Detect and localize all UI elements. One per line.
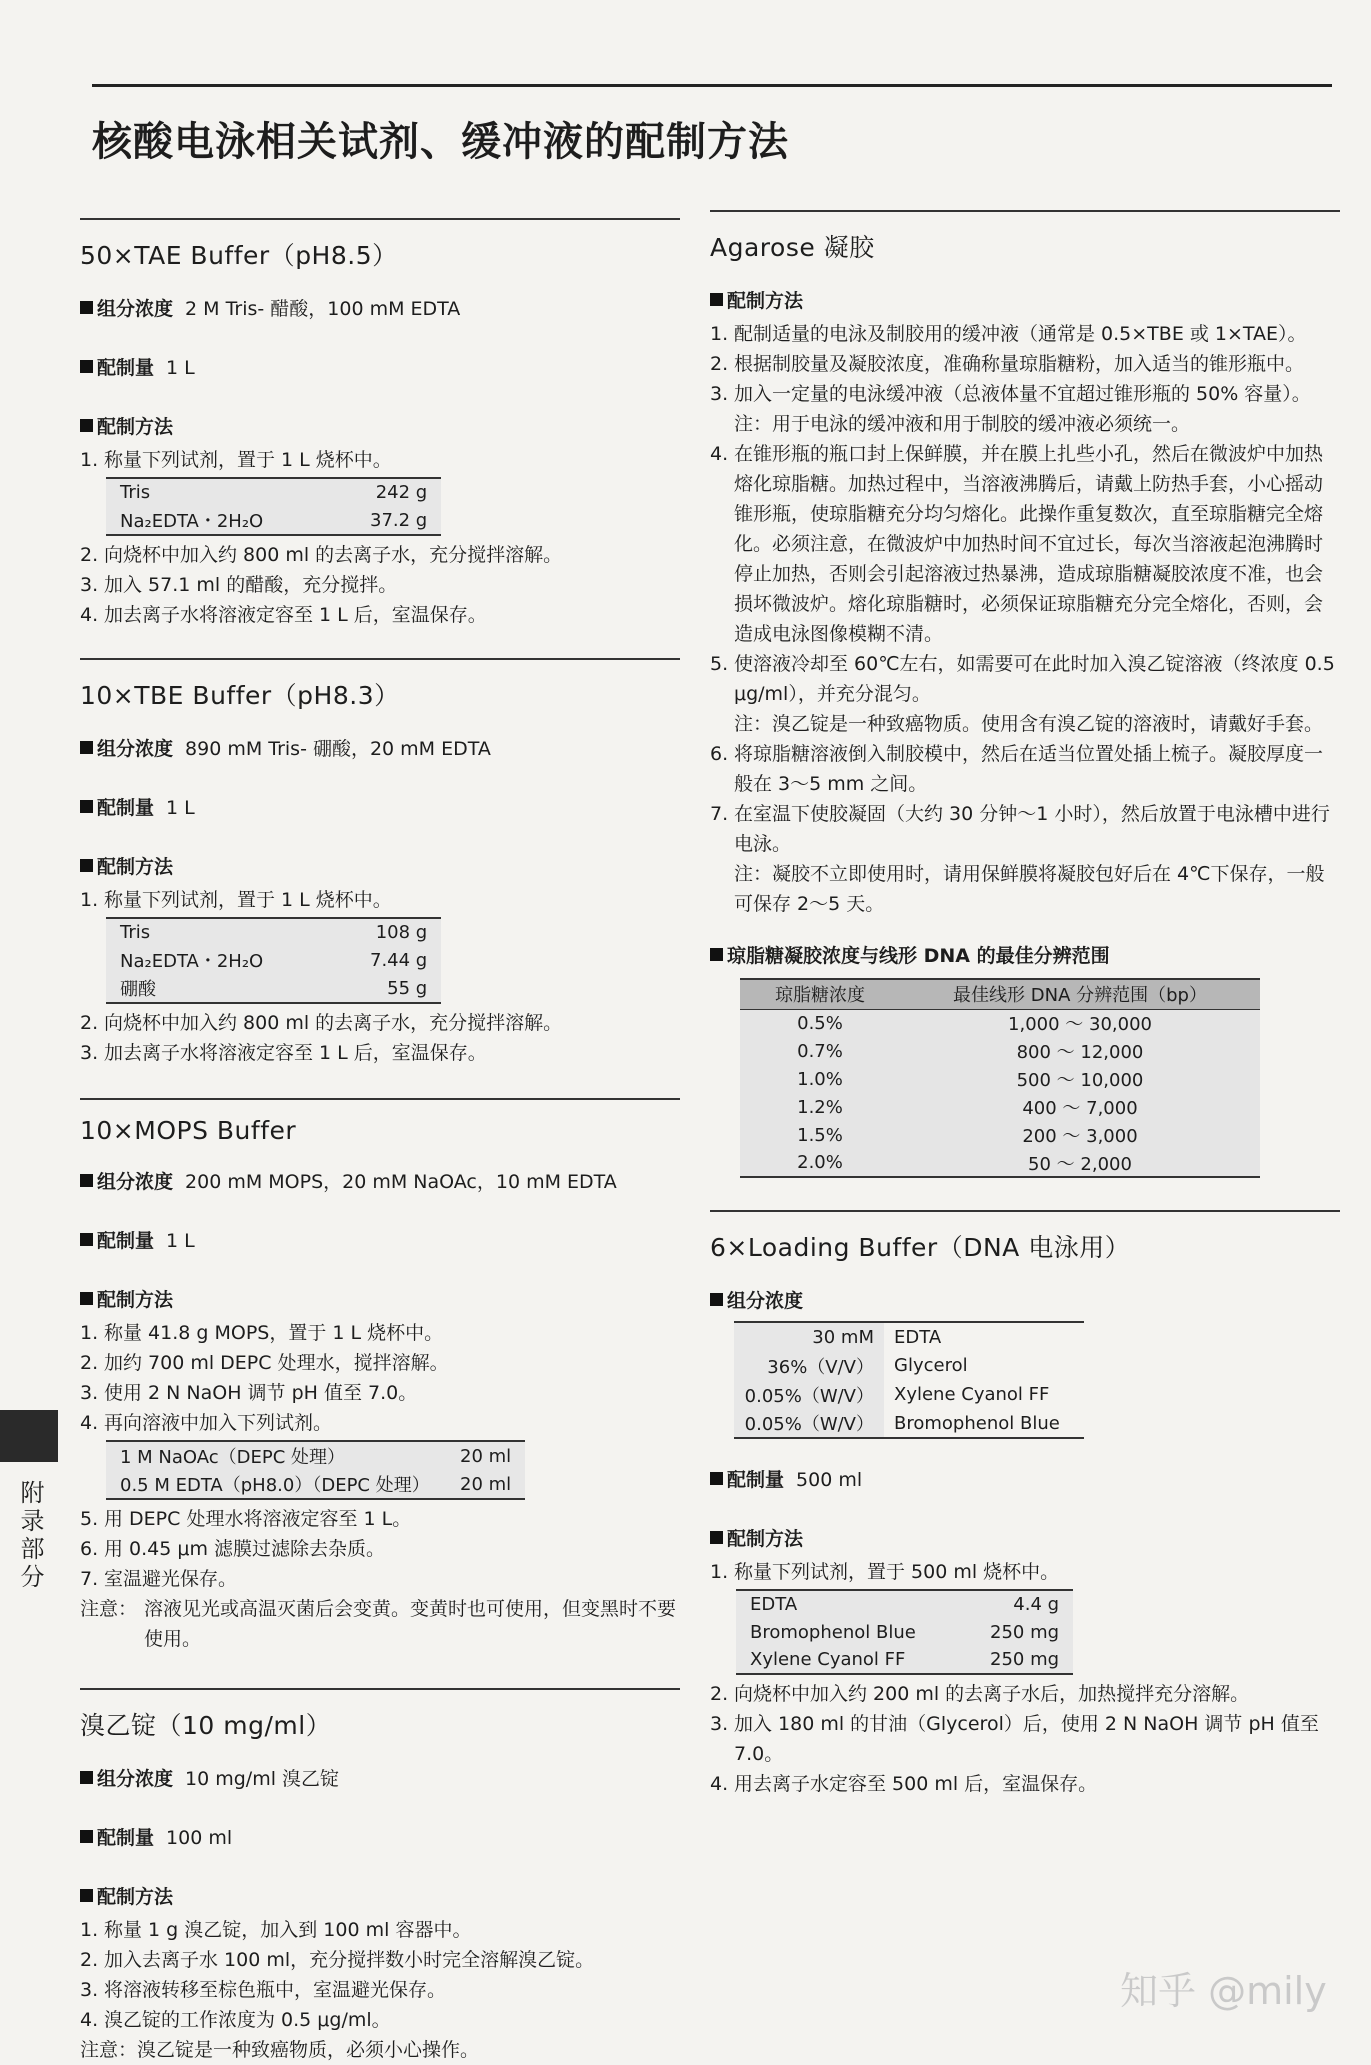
method-heading: 配制方法: [80, 1882, 680, 1909]
table-row: 0.7% 800 ～ 12,000: [740, 1037, 1260, 1065]
square-bullet-icon: [80, 859, 93, 872]
step: 4. 用去离子水定容至 500 ml 后，室温保存。: [710, 1773, 1098, 1795]
step: 1. 称量 1 g 溴乙锭，加入到 100 ml 容器中。: [80, 1919, 472, 1941]
step: 4. 再向溶液中加入下列试剂。: [80, 1412, 333, 1434]
step: 3. 加入一定量的电泳缓冲液（总液体量不宜超过锥形瓶的 50% 容量）。: [710, 383, 1311, 405]
note: 注：凝胶不立即使用时，请用保鲜膜将凝胶包好后在 4℃下保存，一般可保存 2～5 天。: [734, 863, 1325, 915]
component-row: 0.05%（W/V） Xylene Cyanol FF: [734, 1380, 1084, 1409]
section-title: 10×TBE Buffer（pH8.3）: [80, 681, 400, 710]
amount-field: 配制量 500 ml: [710, 1465, 1340, 1492]
square-bullet-icon: [710, 293, 723, 306]
section-rule: [80, 658, 680, 660]
step: 5. 使溶液冷却至 60℃左右，如需要可在此时加入溴乙锭溶液（终浓度 0.5 μg/ml），并充分混匀。: [710, 653, 1335, 705]
side-tab-marker: [0, 1410, 58, 1462]
reagent-row: Bromophenol Blue 250 mg: [750, 1621, 1060, 1643]
section-title: 10×MOPS Buffer: [80, 1116, 297, 1145]
step: 6. 用 0.45 μm 滤膜过滤除去杂质。: [80, 1538, 386, 1560]
section-title: 50×TAE Buffer（pH8.5）: [80, 241, 398, 270]
step: 2. 根据制胶量及凝胶浓度，准确称量琼脂糖粉，加入适当的锥形瓶中。: [710, 353, 1305, 375]
square-bullet-icon: [80, 1830, 93, 1843]
table-row: 1.2% 400 ～ 7,000: [740, 1093, 1260, 1121]
component-row: 36%（V/V） Glycerol: [734, 1351, 1084, 1380]
amount-field: 配制量 100 ml: [80, 1823, 680, 1850]
square-bullet-icon: [80, 301, 93, 314]
method-steps: [710, 1679, 1340, 1799]
reagent-table: [106, 477, 441, 536]
section-rule: [80, 1098, 680, 1100]
method-steps: [80, 1318, 680, 1438]
method-steps: [80, 885, 680, 915]
loading-buffer-section: [710, 1210, 1340, 1799]
amount-field: 配制量 1 L: [80, 353, 680, 380]
method-heading: 配制方法: [710, 1524, 1340, 1551]
eb-section: [80, 1688, 680, 2065]
conc-field: 组分浓度 200 mM MOPS，20 mM NaOAc，10 mM EDTA: [80, 1167, 680, 1194]
column-header: 琼脂糖浓度: [740, 979, 900, 1009]
table-caption: 琼脂糖凝胶浓度与线形 DNA 的最佳分辨范围: [710, 941, 1340, 968]
step: 1. 称量下列试剂，置于 1 L 烧杯中。: [80, 449, 392, 471]
top-rule: [92, 84, 1332, 87]
step: 3. 加入 180 ml 的甘油（Glycerol）后，使用 2 N NaOH 调节 pH 值至 7.0。: [710, 1713, 1319, 1765]
reagent-row: Xylene Cyanol FF 250 mg: [750, 1649, 1060, 1670]
gel-range-table: [740, 978, 1260, 1178]
square-bullet-icon: [80, 1233, 93, 1246]
square-bullet-icon: [80, 1174, 93, 1187]
section-rule: [80, 218, 680, 220]
table-row: 1.5% 200 ～ 3,000: [740, 1121, 1260, 1149]
square-bullet-icon: [710, 948, 723, 961]
method-steps: [710, 1557, 1340, 1587]
column-header: 最佳线形 DNA 分辨范围（bp）: [900, 979, 1260, 1009]
table-row: 2.0% 50 ～ 2,000: [740, 1149, 1260, 1177]
step: 6. 将琼脂糖溶液倒入制胶模中，然后在适当位置处插上梳子。凝胶厚度一般在 3～5 mm 之间。: [710, 743, 1324, 795]
note: 注意： 溶液见光或高温灭菌后会变黄。变黄时也可使用，但变黑时不要使用。: [80, 1598, 677, 1650]
reagent-row: Na₂EDTA・2H₂O 7.44 g: [120, 949, 428, 972]
conc-field: 组分浓度 890 mM Tris- 硼酸，20 mM EDTA: [80, 734, 680, 761]
amount-field: 配制量 1 L: [80, 793, 680, 820]
step: 4. 在锥形瓶的瓶口封上保鲜膜，并在膜上扎些小孔，然后在微波炉中加热熔化琼脂糖。加热过程中，当溶液沸腾后，请戴上防热手套，小心摇动锥形瓶，使琼脂糖充分均匀熔化。此操作重复数次，直至琼脂糖完全熔化。必须注意，在微波炉中加热时间不宜过长，每次当溶液起泡沸腾时停止加热，否则会引起溶液过热暴沸，造成琼脂糖凝胶浓度不准，也会损坏微波炉。熔化琼脂糖时，必须保证琼脂糖充分完全熔化，否则，会造成电泳图像模糊不清。: [710, 443, 1324, 645]
reagent-table: [106, 917, 441, 1004]
reagent-row: Tris 242 g: [120, 482, 428, 503]
section-title: 溴乙锭（10 mg/ml）: [80, 1711, 332, 1740]
reagent-row: 1 M NaOAc（DEPC 处理） 20 ml: [120, 1445, 512, 1468]
mops-section: [80, 1098, 680, 1654]
component-table: [734, 1321, 1084, 1439]
method-heading: 配制方法: [80, 412, 680, 439]
method-steps: [710, 319, 1340, 409]
method-heading: 配制方法: [710, 286, 1340, 313]
reagent-row: 硼酸 55 g: [120, 977, 428, 1000]
square-bullet-icon: [80, 360, 93, 373]
note: 注：溴乙锭是一种致癌物质。使用含有溴乙锭的溶液时，请戴好手套。: [734, 713, 1324, 735]
step: 5. 用 DEPC 处理水将溶液定容至 1 L。: [80, 1508, 412, 1530]
section-title: 6×Loading Buffer（DNA 电泳用）: [710, 1233, 1131, 1262]
reagent-row: Tris 108 g: [120, 922, 428, 943]
step: 1. 称量下列试剂，置于 500 ml 烧杯中。: [710, 1561, 1060, 1583]
method-heading: 配制方法: [80, 1285, 680, 1312]
section-rule: [710, 210, 1340, 212]
method-steps: [80, 1504, 680, 1594]
note: 注意：溴乙锭是一种致癌物质，必须小心操作。: [80, 2039, 480, 2061]
square-bullet-icon: [710, 1472, 723, 1485]
method-steps: [710, 739, 1340, 859]
square-bullet-icon: [710, 1293, 723, 1306]
square-bullet-icon: [80, 741, 93, 754]
square-bullet-icon: [80, 1889, 93, 1902]
note: 注：用于电泳的缓冲液和用于制胶的缓冲液必须统一。: [734, 413, 1191, 435]
reagent-row: EDTA 4.4 g: [750, 1594, 1060, 1615]
reagent-table: [736, 1589, 1073, 1675]
square-bullet-icon: [80, 1771, 93, 1784]
step: 2. 加约 700 ml DEPC 处理水，搅拌溶解。: [80, 1352, 449, 1374]
step: 2. 向烧杯中加入约 800 ml 的去离子水，充分搅拌溶解。: [80, 1012, 563, 1034]
side-label: 附录部分: [16, 1480, 44, 1592]
tbe-section: [80, 658, 680, 1068]
step: 2. 向烧杯中加入约 800 ml 的去离子水，充分搅拌溶解。: [80, 544, 563, 566]
method-steps: [80, 445, 680, 475]
conc-heading: 组分浓度: [710, 1286, 1340, 1313]
step: 2. 加入去离子水 100 ml，充分搅拌数小时完全溶解溴乙锭。: [80, 1949, 595, 1971]
reagent-row: Na₂EDTA・2H₂O 37.2 g: [120, 509, 428, 532]
amount-field: 配制量 1 L: [80, 1226, 680, 1253]
section-rule: [710, 1210, 1340, 1212]
step: 7. 在室温下使胶凝固（大约 30 分钟～1 小时），然后放置于电泳槽中进行电泳。: [710, 803, 1330, 855]
conc-field: 组分浓度 10 mg/ml 溴乙锭: [80, 1764, 680, 1791]
section-title: Agarose 凝胶: [710, 233, 875, 262]
step: 3. 加去离子水将溶液定容至 1 L 后，室温保存。: [80, 1042, 487, 1064]
conc-field: 组分浓度 2 M Tris- 醋酸，100 mM EDTA: [80, 294, 680, 321]
step: 3. 将溶液转移至棕色瓶中，室温避光保存。: [80, 1979, 447, 2001]
page-title: 核酸电泳相关试剂、缓冲液的配制方法: [92, 119, 789, 165]
square-bullet-icon: [80, 800, 93, 813]
step: 3. 使用 2 N NaOH 调节 pH 值至 7.0。: [80, 1382, 418, 1404]
reagent-row: 0.5 M EDTA（pH8.0）（DEPC 处理） 20 ml: [120, 1473, 512, 1496]
square-bullet-icon: [710, 1531, 723, 1544]
step: 7. 室温避光保存。: [80, 1568, 238, 1590]
square-bullet-icon: [80, 1292, 93, 1305]
tae-section: [80, 218, 680, 630]
table-row: 0.5% 1,000 ～ 30,000: [740, 1009, 1260, 1037]
method-steps: [710, 439, 1340, 709]
watermark: 知乎 @mily: [1120, 1969, 1327, 2013]
reagent-table: [106, 1440, 525, 1500]
square-bullet-icon: [80, 419, 93, 432]
method-steps: [80, 1008, 680, 1068]
step: 1. 称量下列试剂，置于 1 L 烧杯中。: [80, 889, 392, 911]
step: 4. 溴乙锭的工作浓度为 0.5 μg/ml。: [80, 2009, 391, 2031]
table-row: 1.0% 500 ～ 10,000: [740, 1065, 1260, 1093]
agarose-section: [710, 210, 1340, 1178]
step: 4. 加去离子水将溶液定容至 1 L 后，室温保存。: [80, 604, 487, 626]
method-steps: [80, 540, 680, 630]
component-row: 0.05%（W/V） Bromophenol Blue: [734, 1409, 1084, 1438]
method-heading: 配制方法: [80, 852, 680, 879]
table-header-row: [740, 979, 1260, 1009]
component-row: 30 mM EDTA: [734, 1322, 1084, 1351]
step: 2. 向烧杯中加入约 200 ml 的去离子水后，加热搅拌充分溶解。: [710, 1683, 1250, 1705]
step: 1. 称量 41.8 g MOPS，置于 1 L 烧杯中。: [80, 1322, 444, 1344]
step: 3. 加入 57.1 ml 的醋酸，充分搅拌。: [80, 574, 398, 596]
method-steps: [80, 1915, 680, 2035]
step: 1. 配制适量的电泳及制胶用的缓冲液（通常是 0.5×TBE 或 1×TAE）。: [710, 323, 1307, 345]
section-rule: [80, 1688, 680, 1690]
